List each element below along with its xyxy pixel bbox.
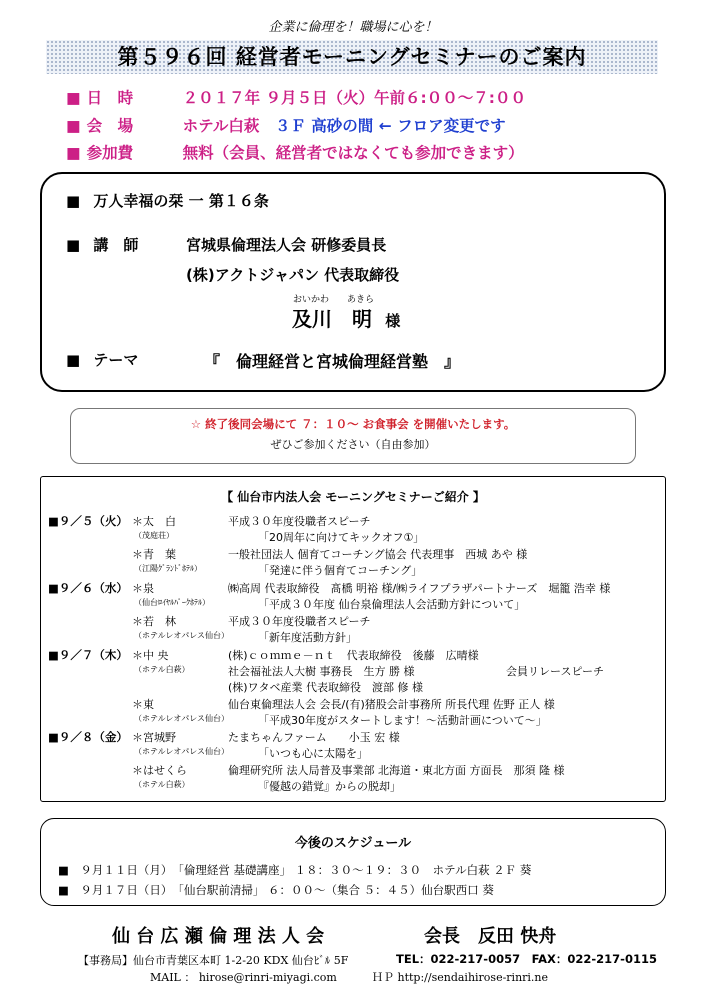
venue-label: 会 場 bbox=[86, 117, 134, 135]
bullet-square: ■ bbox=[66, 89, 81, 107]
entry-line: 平成３０年度役職者スピーチ bbox=[228, 615, 371, 628]
office-address: 【事務局】仙台市青葉区本町 1-2-20 KDX 仙台ﾋﾞﾙ 5F bbox=[78, 954, 349, 967]
bullet-square: ■ bbox=[66, 351, 81, 369]
article-title: 万人幸福の栞 一 第１６条 bbox=[93, 192, 269, 210]
day-date: ■９／７（木） bbox=[48, 648, 128, 662]
bullet-square: ■ bbox=[66, 144, 81, 162]
entry-subtitle: 「平成30年度がスタートします！～活動計画について～」 bbox=[258, 714, 547, 727]
speaker-suffix: 様 bbox=[385, 312, 401, 330]
entry-subtitle: 「新年度活動方針」 bbox=[258, 631, 357, 644]
entry-note: 会員リレースピーチ bbox=[506, 665, 605, 678]
branch-venue: （ホテル白萩） bbox=[134, 780, 190, 789]
day-date: ■９／５（火） bbox=[48, 514, 128, 528]
branch-venue: （ホテルレオパレス仙台） bbox=[134, 714, 229, 723]
branch-name: ＊中 央 bbox=[132, 649, 169, 662]
branch-venue: （江陽ｸﾞﾗﾝﾄﾞﾎﾃﾙ） bbox=[134, 564, 202, 573]
article-row bbox=[66, 190, 269, 211]
branch-name: ＊太 白 bbox=[132, 515, 176, 528]
schedule-item: ■ ９月１７日（日） 「仙台駅前清掃」 ６：００～（集合 ５：４５）仙台駅西口 葵 bbox=[58, 883, 494, 897]
org-name: 仙 台 広 瀬 倫 理 法 人 会 bbox=[112, 926, 325, 947]
speaker-name: 及川 明 bbox=[292, 307, 372, 331]
speaker-row bbox=[66, 234, 138, 255]
mail-address[interactable]: MAIL ： hirose@rinri-miyagi.com bbox=[150, 971, 337, 984]
branch-venue: （ホテルレオパレス仙台） bbox=[134, 747, 229, 756]
venue-value: ホテル白萩 bbox=[182, 117, 260, 135]
speaker-ruby: おいかわ あきら bbox=[293, 295, 375, 305]
entry-subtitle: 「平成３０年度 仙台泉倫理法人会活動方針について」 bbox=[258, 598, 526, 611]
tel-fax: TEL：022-217-0057 FAX：022-217-0115 bbox=[396, 952, 657, 966]
entry-subtitle: 「いつも心に太陽を」 bbox=[258, 747, 368, 760]
entry-subtitle: 「発達に伴う個育てコーチング」 bbox=[258, 564, 423, 577]
entry-line: 倫理研究所 法人局普及事業部 北海道・東北方面 方面長 那須 隆 様 bbox=[228, 764, 565, 777]
speaker-label: 講 師 bbox=[93, 236, 139, 254]
branch-venue: （茂庭荘） bbox=[134, 531, 174, 540]
venue-row bbox=[66, 114, 506, 136]
entry-line: 一般社団法人 個育てコーチング協会 代表理事 西城 あや 様 bbox=[228, 548, 528, 561]
branch-name: ＊青 葉 bbox=[132, 548, 176, 561]
speaker-name-row bbox=[292, 303, 400, 332]
entry-subtitle: 「20周年に向けてキックオフ①」 bbox=[258, 531, 425, 544]
notice-line2: ぜひご参加ください（自由参加） bbox=[270, 438, 436, 451]
tagline: 企業に倫理を！職場に心を！ bbox=[268, 20, 438, 35]
date-label: 日 時 bbox=[86, 89, 134, 107]
venue-room: ３Ｆ 高砂の間 ← フロア変更です bbox=[274, 117, 506, 135]
theme-value: 『 倫理経営と宮城倫理経営塾 』 bbox=[204, 352, 461, 371]
chairman: 会長 反田 快舟 bbox=[424, 926, 557, 947]
branch-name: ＊はせくら bbox=[132, 764, 187, 777]
entry-line: 社会福祉法人大樹 事務長 生方 勝 様 bbox=[228, 665, 415, 678]
theme-row bbox=[66, 349, 138, 370]
schedule-title: 今後のスケジュール bbox=[294, 836, 412, 851]
day-date: ■９／６（水） bbox=[48, 581, 128, 595]
branch-name: ＊若 林 bbox=[132, 615, 176, 628]
page-title: 第５９６回 経営者モーニングセミナーのご案内 bbox=[117, 45, 587, 69]
fee-value: 無料（会員、経営者ではなくても参加できます） bbox=[182, 144, 524, 162]
day-date: ■９／８（金） bbox=[48, 730, 128, 744]
bullet-square: ■ bbox=[66, 117, 81, 135]
date-value: ２０１７年 ９月５日（火）午前６:００～７:００ bbox=[182, 89, 526, 107]
branch-venue: （ホテルレオパレス仙台） bbox=[134, 631, 229, 640]
branch-venue: （ホテル白萩） bbox=[134, 665, 190, 674]
entry-line: ㈱高周 代表取締役 髙橋 明裕 様/㈱ライフプラザパートナーズ 堀籠 浩幸 様 bbox=[228, 582, 611, 595]
entry-line: 仙台東倫理法人会 会長/(有)猪股会計事務所 所長代理 佐野 正人 様 bbox=[228, 698, 555, 711]
date-row bbox=[66, 86, 526, 108]
branch-name: ＊泉 bbox=[132, 582, 154, 595]
speaker-org2: (株)アクトジャパン 代表取締役 bbox=[186, 266, 400, 284]
bullet-square: ■ bbox=[66, 236, 81, 254]
fee-row bbox=[66, 141, 524, 163]
branch-name: ＊東 bbox=[132, 698, 154, 711]
notice-line1: ☆ 終了後同会場にて ７：１０～ お食事会 を開催いたします。 bbox=[190, 417, 516, 431]
seminar-title: 【 仙台市内法人会 モーニングセミナーご紹介 】 bbox=[221, 490, 485, 504]
bullet-square: ■ bbox=[66, 192, 81, 210]
theme-label: テーマ bbox=[93, 351, 139, 369]
branch-venue: （仙台ﾛｲﾔﾙﾊﾟｰｸﾎﾃﾙ） bbox=[134, 598, 210, 607]
entry-line: (株)ｃｏｍｍｅ－ｎｔ 代表取締役 後藤 広晴様 bbox=[228, 649, 479, 662]
entry-subtitle: 『優越の錯覚』からの脱却」 bbox=[258, 780, 401, 793]
fee-label: 参加費 bbox=[86, 144, 134, 162]
speaker-org1: 宮城県倫理法人会 研修委員長 bbox=[186, 236, 387, 254]
homepage-url[interactable]: ＨＰ http://sendaihirose-rinri.ne bbox=[372, 971, 549, 984]
entry-line: (株)ワタベ産業 代表取締役 渡部 修 様 bbox=[228, 681, 423, 694]
schedule-item: ■ ９月１１日（月） 「倫理経営 基礎講座」 １８：３０～１９：３０ ホテル白萩 ２Ｆ 葵 bbox=[58, 863, 532, 877]
entry-line: 平成３０年度役職者スピーチ bbox=[228, 515, 371, 528]
entry-line: たまちゃんファーム 小玉 宏 様 bbox=[228, 731, 400, 744]
branch-name: ＊宮城野 bbox=[132, 731, 176, 744]
